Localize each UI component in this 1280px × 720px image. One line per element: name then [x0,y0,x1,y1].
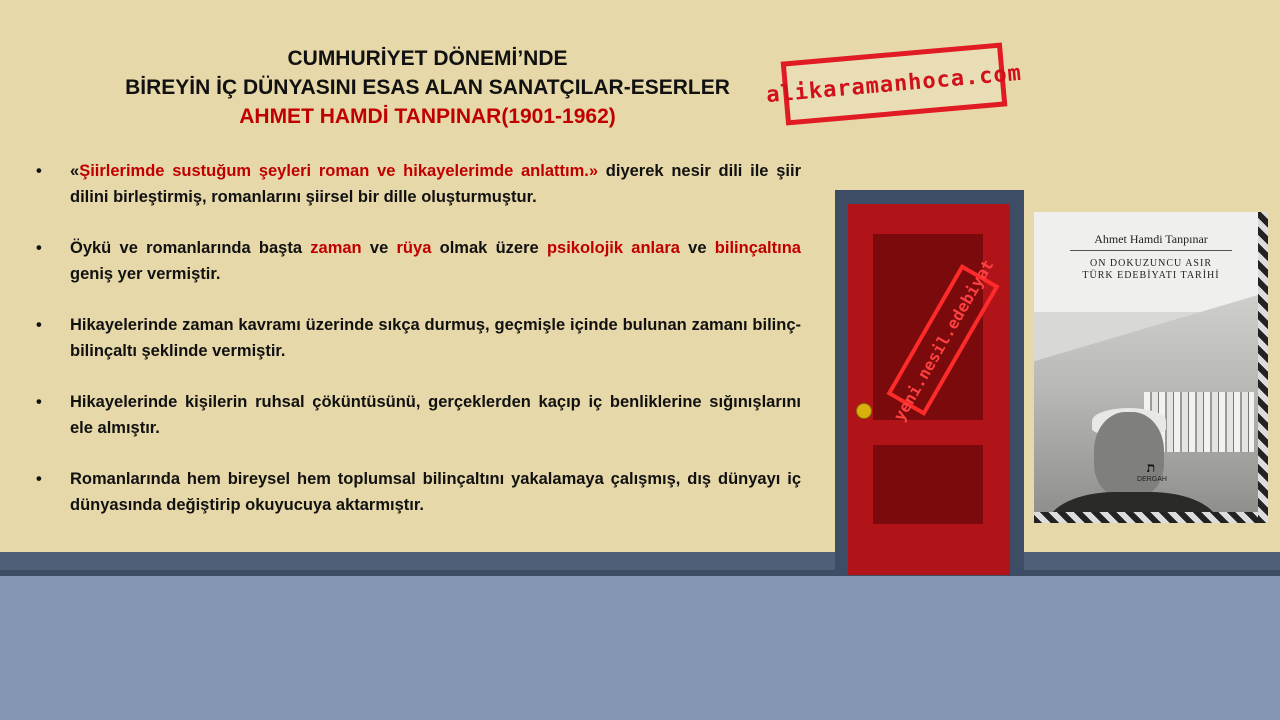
book-title-line-2: TÜRK EDEBİYATI TARİHİ [1082,270,1220,281]
book-cover-image [1034,212,1268,523]
baseboard [0,552,1280,570]
door-knob[interactable] [856,403,872,419]
bullet-highlight: zaman [310,239,362,257]
title-line-1: CUMHURİYET DÖNEMİ’NDE [287,47,568,70]
book-author: Ahmet Hamdi Tanpınar [1094,232,1208,246]
book-divider [1070,250,1232,251]
bullet-dot: • [36,470,42,488]
bullet-dot: • [36,316,42,334]
bullet-list [36,158,801,543]
door-stamp-text: yeni.nesil.edebiyat [889,255,997,425]
bullet-item [36,235,801,287]
bullet-item [36,158,801,210]
book-title-line-1: ON DOKUZUNCU ASIR [1089,258,1212,269]
publisher-name: DERGAH [1137,476,1167,483]
book-edge-stripes [1258,212,1268,523]
bullet-text: Hikayelerinde kişilerin ruhsal çöküntüsünü, gerçeklerden kaçıp iç benliklerine sığınışlarını ele almıştır. [70,393,801,437]
bullet-text: Hikayelerinde zaman kavramı üzerinde sıkça durmuş, geçmişle içinde bulunan zamanı bilinç-bilinçaltı şeklinde vermiştir. [70,316,801,360]
author-head [1094,412,1164,498]
floor [0,576,1280,720]
bullet-text: Romanlarında hem bireysel hem toplumsal bilinçaltını yakalamaya çalışmış, dış dünyayı iç dünyasında değiştirip okuyucuya aktarmıştır. [70,470,801,514]
bullet-text: geniş yer vermiştir. [70,265,221,283]
bullet-highlight: bilinçaltına [714,239,801,257]
title-line-3: AHMET HAMDİ TANPINAR(1901-1962) [239,105,616,128]
bullet-text: ve [679,239,715,257]
bullet-highlight: psikolojik anlara [546,239,680,257]
bullet-text: diyerek nesir dili ile şiir dilini birleştirmiş, romanlarını şiirsel bir dille oluşturmuştur. [70,162,801,206]
book-stripe-border [1034,512,1268,523]
title-line-2: BİREYİN İÇ DÜNYASINI ESAS ALAN SANATÇILAR-ESERLER [125,76,730,99]
bullet-item [36,466,801,518]
bullet-dot: • [36,239,42,257]
bullet-highlight: rüya [396,239,432,257]
bullet-item [36,312,801,364]
bullet-text: Öykü ve romanlarında başta [70,239,311,257]
door-panel-lower [873,445,983,524]
bullet-text: ve [361,239,397,257]
bullet-text: « [70,162,80,180]
slide-title [60,44,795,131]
publisher-logo-icon: ת [1146,460,1156,476]
site-stamp-text: alikaramanhoca.com [765,60,1023,108]
bullet-dot: • [36,162,42,180]
author-photo [1034,292,1268,523]
bullet-dot: • [36,393,42,411]
bullet-quote: Şiirlerimde sustuğum şeyleri roman ve hikayelerimde anlattım.» [79,162,599,180]
bullet-item [36,389,801,441]
bullet-text: olmak üzere [431,239,547,257]
